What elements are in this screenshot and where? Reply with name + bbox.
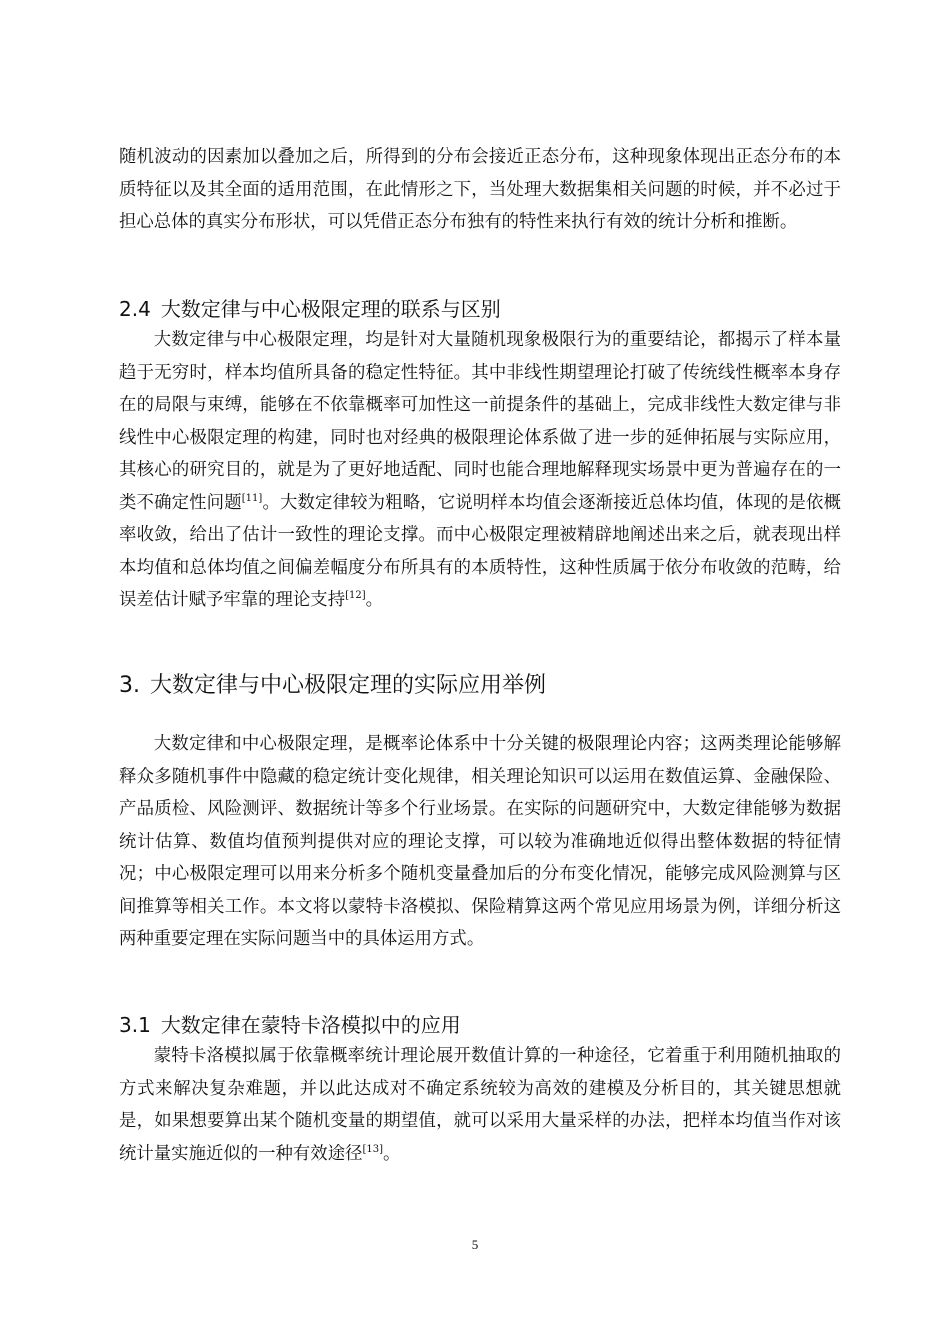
paragraph-text: 蒙特卡洛模拟属于依靠概率统计理论展开数值计算的一种途径，它着重于利用随机抽取的方式来解决复杂难题，并以此达成对不确定系统较为高效的建模及分析目的，其关键思想就是，如果想要算出某个随机变量的期望值，就可以采用大量采样的办法，把样本均值当作对该统计量实施近似的一种有效途径 [119,1046,841,1164]
paragraph-text: 大数定律和中心极限定理，是概率论体系中十分关键的极限理论内容；这两类理论能够解释众多随机事件中隐藏的稳定统计变化规律，相关理论知识可以运用在数值运算、金融保险、产品质检、风险测评、数据统计等多个行业场景。在实际的问题研究中，大数定律能够为数据统计估算、数值均值预判提供对应的理论支撑，可以较为准确地近似得出整体数据的特征情况；中心极限定理可以用来分析多个随机变量叠加后的分布变化情况，能够完成风险测算与区间推算等相关工作。本文将以蒙特卡洛模拟、保险精算这两个常见应用场景为例，详细分析这两种重要定理在实际问题当中的具体运用方式。 [119,734,841,949]
section-heading-2-4 [119,296,501,322]
paragraph-text: 。 [365,590,384,610]
page-number: 5 [471,1237,479,1252]
paragraph-text: 。 [383,1143,401,1164]
section-title: 大数定律在蒙特卡洛模拟中的应用 [160,1013,461,1037]
section-title: 大数定律与中心极限定理的实际应用举例 [150,673,547,698]
section-heading-3-1 [119,1012,461,1038]
section-title: 大数定律与中心极限定理的联系与区别 [160,297,501,321]
section-number: 3. [119,673,140,698]
citation-marker: [13] [362,1143,384,1155]
paragraph-text: 大数定律与中心极限定理，均是针对大量随机现象极限行为的重要结论，都揭示了样本量趋于无穷时，样本均值所具备的稳定性特征。其中非线性期望理论打破了传统线性概率本身存在的局限与束缚，能够在不依靠概率可加性这一前提条件的基础上，完成非线性大数定律与非线性中心极限定理的构建，同时也对经典的极限理论体系做了进一步的延伸拓展与实际应用，其核心的研究目的，就是为了更好地适配、同时也能合理地解释现实场景中更为普遍存在的一类不确定性问题 [119,330,841,513]
paragraph-continuation [119,141,841,239]
paragraph-text: 。大数定律较为粗略，它说明样本均值会逐渐接近总体均值，体现的是依概率收敛，给出了估计一致性的理论支撑。而中心极限定理被精辟地阐述出来之后，就表现出样本均值和总体均值之间偏差幅度分布所具有的本质特性，这种性质属于依分布收敛的范畴，给误差估计赋予牢靠的理论支持 [119,492,841,610]
paragraph-text: 随机波动的因素加以叠加之后，所得到的分布会接近正态分布，这种现象体现出正态分布的本质特征以及其全面的适用范围，在此情形之下，当处理大数据集相关问题的时候，并不必过于担心总体的真实分布形状，可以凭借正态分布独有的特性来执行有效的统计分析和推断。 [119,147,841,232]
section-number: 2.4 [119,297,151,321]
section-heading-3 [119,671,546,701]
section-3-1-paragraph [119,1040,841,1170]
section-3-paragraph [119,728,841,956]
section-2-4-paragraph [119,324,841,617]
citation-marker: [11] [241,492,263,504]
section-number: 3.1 [119,1013,151,1037]
citation-marker: [12] [345,590,366,601]
